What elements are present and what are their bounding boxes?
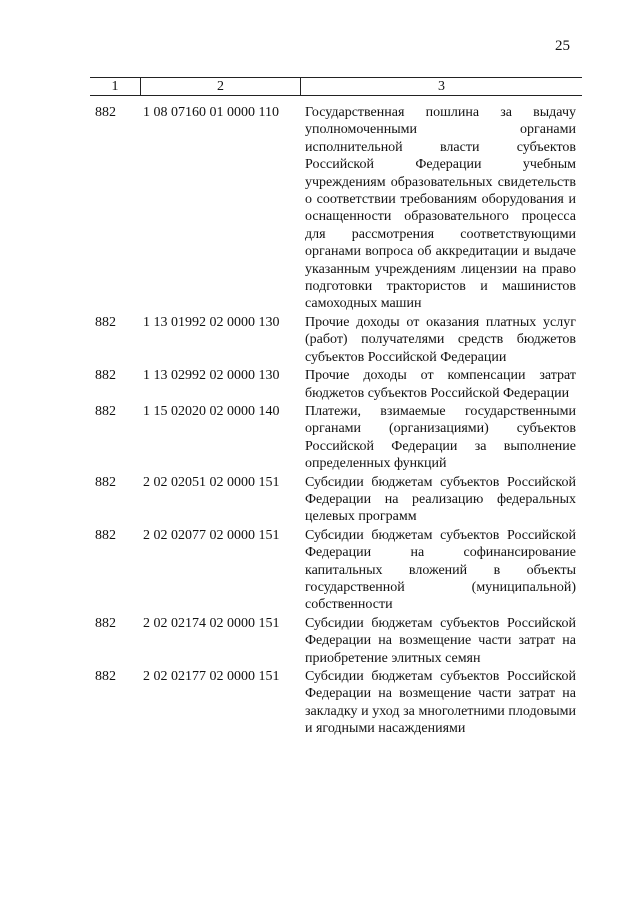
budget-classification-code: 2 02 02051 02 0000 151 xyxy=(143,474,280,490)
table-header xyxy=(90,77,582,96)
budget-classification-code: 1 13 01992 02 0000 130 xyxy=(143,314,280,330)
revenue-description: Государственная пошлина за выдачу уполномоченными органами исполнительной власти субъектов Российской Федерации учебным учреждениям образовательных свидетельств о соответствии требованиям оборудования и оснащенности образовательного процесса для рассмотрения соответствующими органами вопроса об аккредитации и выдаче указанным учреждениям лицензии на право подготовки трактористов и машинистов самоходных машин xyxy=(305,105,576,312)
admin-code: 882 xyxy=(95,403,116,419)
admin-code: 882 xyxy=(95,105,116,120)
revenue-description: Субсидии бюджетам субъектов Российской Федерации на реализацию федеральных целевых программ xyxy=(305,474,576,525)
budget-classification-code: 1 15 02020 02 0000 140 xyxy=(143,403,280,419)
revenue-description: Платежи, взимаемые государственными органами (организациями) субъектов Российской Федерации за выполнение определенных функций xyxy=(305,403,576,472)
header-col-1: 1 xyxy=(111,79,119,94)
table-row xyxy=(0,104,640,313)
revenue-description: Прочие доходы от оказания платных услуг (работ) получателями средств бюджетов субъектов Российской Федерации xyxy=(305,314,576,365)
admin-code: 882 xyxy=(95,474,116,490)
admin-code: 882 xyxy=(95,669,116,684)
table-row xyxy=(0,367,640,402)
budget-classification-code: 2 02 02174 02 0000 151 xyxy=(143,615,280,631)
budget-classification-code: 2 02 02177 02 0000 151 xyxy=(143,669,280,684)
admin-code: 882 xyxy=(95,527,116,543)
budget-classification-code: 1 13 02992 02 0000 130 xyxy=(143,368,280,384)
table-row xyxy=(0,615,640,667)
table-body xyxy=(0,104,640,738)
table-row xyxy=(0,403,640,473)
table-row xyxy=(0,314,640,366)
header-col-3: 3 xyxy=(300,78,582,95)
table-row xyxy=(0,668,640,738)
admin-code: 882 xyxy=(95,615,116,631)
header-col-2: 2 xyxy=(140,78,300,95)
revenue-description: Субсидии бюджетам субъектов Российской Федерации на возмещение части затрат на приобретение элитных семян xyxy=(305,615,576,666)
revenue-description: Субсидии бюджетам субъектов Российской Федерации на софинансирование капитальных вложений в объекты государственной (муниципальной) собственности xyxy=(305,527,576,613)
budget-classification-code: 2 02 02077 02 0000 151 xyxy=(143,527,280,543)
budget-classification-code: 1 08 07160 01 0000 110 xyxy=(143,105,279,120)
admin-code: 882 xyxy=(95,368,116,384)
revenue-description: Прочие доходы от компенсации затрат бюджетов субъектов Российской Федерации xyxy=(305,368,576,401)
table-row xyxy=(0,527,640,614)
revenue-description: Субсидии бюджетам субъектов Российской Федерации на возмещение части затрат на закладку и уход за многолетними плодовыми и ягодными насаждениями xyxy=(305,669,576,737)
table-row xyxy=(0,474,640,526)
page-number: 25 xyxy=(555,38,570,54)
admin-code: 882 xyxy=(95,314,116,330)
